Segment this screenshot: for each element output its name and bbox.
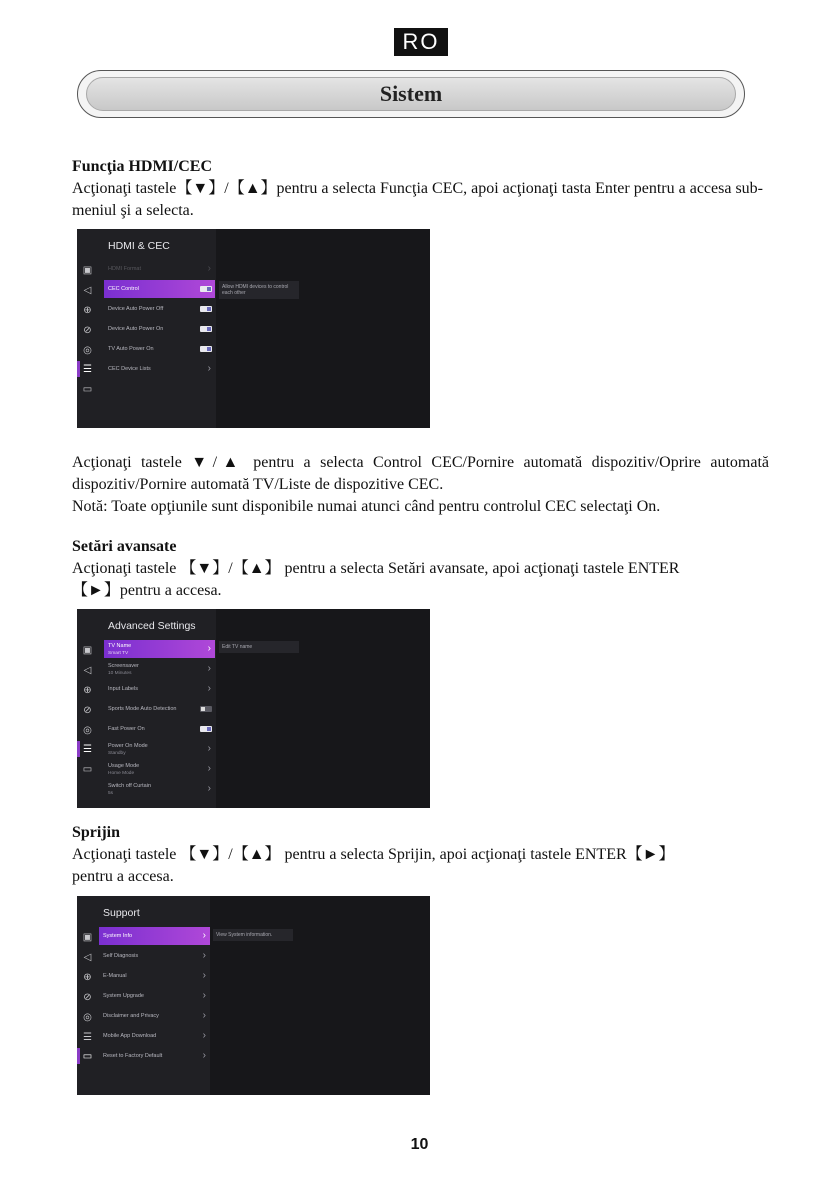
network-icon: ⊕ [83,305,92,316]
category-icon-column [77,229,99,428]
sound-icon: ◁ [83,285,92,296]
screen-title: Support [103,907,140,919]
system-icon: ☰ [83,1032,92,1043]
hdmi-cec-options-text: Acţionaţi tastele ▼/▲ pentru a selecta Control CEC/Pornire automată dispozitiv/Oprire automată dispozitiv/Pornire automată TV/Liste de dispozitive CEC. [72,454,769,493]
chevron-right-icon: › [207,643,211,654]
menu-row-system-info[interactable] [99,927,210,945]
advanced-settings-heading: Setări avansate [72,538,177,555]
support-heading: Sprijin [72,824,121,841]
advanced-settings-instructions: Acţionaţi tastele 【▼】/【▲】 pentru a selecta Setări avansate, apoi acţionaţi tastele ENTER [72,560,680,577]
menu-row-label: Device Auto Power Off [108,306,164,312]
support-instructions: Acţionaţi tastele 【▼】/【▲】 pentru a selecta Sprijin, apoi acţionaţi tastele ENTER【►】 [72,846,675,863]
menu-row-label: Fast Power On [108,726,145,732]
hdmi-cec-heading: Funcţia HDMI/CEC [72,158,212,175]
menu-row-fast-power-on[interactable] [104,720,215,738]
menu-row-label: System Upgrade [103,993,144,999]
network-icon: ⊕ [83,972,92,983]
hdmi-cec-screenshot [77,229,430,428]
chevron-right-icon: › [202,970,206,981]
advanced-settings-instructions-cont: 【►】pentru a accesa. [72,582,222,599]
menu-row-usage-mode[interactable] [104,760,215,778]
menu-row-label: Self Diagnosis [103,953,139,959]
toggle-switch[interactable] [200,726,212,732]
general-icon: ⊘ [83,992,92,1003]
general-icon: ⊘ [83,705,92,716]
system-icon: ☰ [83,744,92,755]
option-description: Edit TV name [219,641,299,653]
menu-row-label: Usage Mode [108,763,140,769]
section-title: Sistem [86,77,736,111]
menu-row-label: Mobile App Download [103,1033,157,1039]
chevron-right-icon: › [202,1050,206,1061]
support-screenshot [77,896,430,1095]
chevron-right-icon: › [207,663,211,674]
menu-row-tv-auto-power-on[interactable] [104,340,215,358]
menu-row-label: Sports Mode Auto Detection [108,706,177,712]
network-icon: ⊕ [83,685,92,696]
menu-row-hdmi-format[interactable] [104,260,215,278]
category-icon-column [77,609,99,808]
menu-row-cec-control[interactable] [104,280,215,298]
support-icon: ▭ [82,384,93,395]
chevron-right-icon: › [202,950,206,961]
menu-row-sports-mode[interactable] [104,700,215,718]
toggle-switch[interactable] [200,346,212,352]
menu-row-e-manual[interactable] [99,967,210,985]
menu-row-disclaimer-privacy[interactable] [99,1007,210,1025]
general-icon: ⊘ [83,325,92,336]
menu-row-label: HDMI Format [108,266,141,272]
menu-row-label: TV Auto Power On [108,346,154,352]
active-category-bar [77,741,80,757]
menu-row-label: Screensaver [108,663,139,669]
chevron-right-icon: › [202,1010,206,1021]
page-number: 10 [410,1136,429,1153]
sound-icon: ◁ [83,952,92,963]
menu-row-label: Reset to Factory Default [103,1053,163,1059]
menu-row-device-auto-power-off[interactable] [104,300,215,318]
option-description: Allow HDMI devices to control each other [219,281,299,299]
language-badge: RO [394,28,448,56]
chevron-right-icon: › [207,683,211,694]
toggle-switch[interactable] [200,706,212,712]
sound-icon: ◁ [83,665,92,676]
support-icon: ▭ [82,1051,93,1062]
menu-row-label: CEC Control [108,286,139,292]
menu-row-device-auto-power-on[interactable] [104,320,215,338]
support-icon: ▭ [82,764,93,775]
menu-row-input-labels[interactable] [104,680,215,698]
toggle-switch[interactable] [200,286,212,292]
menu-row-value: 10 Minutes [108,671,132,676]
chevron-right-icon: › [207,363,211,374]
screen-title: Advanced Settings [108,620,196,632]
menu-row-value: 5s [108,791,114,796]
support-instructions-cont: pentru a accesa. [72,868,174,885]
menu-row-value: Standby [108,751,126,756]
accessibility-icon: ◎ [83,725,92,736]
menu-row-label: E-Manual [103,973,127,979]
menu-row-label: Device Auto Power On [108,326,164,332]
hdmi-cec-note: Notă: Toate opţiunile sunt disponibile numai atunci când pentru controlul CEC selectaţi On. [72,498,661,515]
hdmi-cec-instructions: Acţionaţi tastele【▼】/【▲】pentru a selecta Funcţia CEC, apoi acţionaţi tasta Enter pentru a accesa sub-meniul şi a selecta. [72,180,764,219]
chevron-right-icon: › [207,783,211,794]
active-category-bar [77,1048,80,1064]
picture-icon: ▣ [82,265,93,276]
toggle-switch[interactable] [200,306,212,312]
menu-row-label: Disclaimer and Privacy [103,1013,159,1019]
menu-row-reset-factory-default[interactable] [99,1047,210,1065]
chevron-right-icon: › [207,263,211,274]
menu-row-cec-device-lists[interactable] [104,360,215,378]
menu-row-power-on-mode[interactable] [104,740,215,758]
menu-row-label: Switch off Curtain [108,783,152,789]
accessibility-icon: ◎ [83,1012,92,1023]
system-icon: ☰ [83,364,92,375]
menu-row-tv-name[interactable] [104,640,215,658]
menu-row-switch-off-curtain[interactable] [104,780,215,798]
menu-row-self-diagnosis[interactable] [99,947,210,965]
menu-row-label: CEC Device Lists [108,366,151,372]
toggle-switch[interactable] [200,326,212,332]
active-category-bar [77,361,80,377]
chevron-right-icon: › [207,763,211,774]
menu-row-mobile-app-download[interactable] [99,1027,210,1045]
menu-row-label: Power On Mode [108,743,148,749]
screen-title: HDMI & CEC [108,240,170,252]
menu-row-screensaver[interactable] [104,660,215,678]
menu-row-label: System Info [103,933,133,939]
menu-row-value: Home Mode [108,771,135,776]
picture-icon: ▣ [82,645,93,656]
advanced-settings-screenshot [77,609,430,808]
chevron-right-icon: › [202,1030,206,1041]
accessibility-icon: ◎ [83,345,92,356]
menu-row-system-upgrade[interactable] [99,987,210,1005]
chevron-right-icon: › [202,990,206,1001]
category-icon-column [77,896,99,1095]
menu-row-value: Smart TV [108,651,129,656]
picture-icon: ▣ [82,932,93,943]
option-description: View System information. [213,929,293,941]
menu-row-label: Input Labels [108,686,138,692]
chevron-right-icon: › [202,930,206,941]
menu-row-label: TV Name [108,643,132,649]
chevron-right-icon: › [207,743,211,754]
